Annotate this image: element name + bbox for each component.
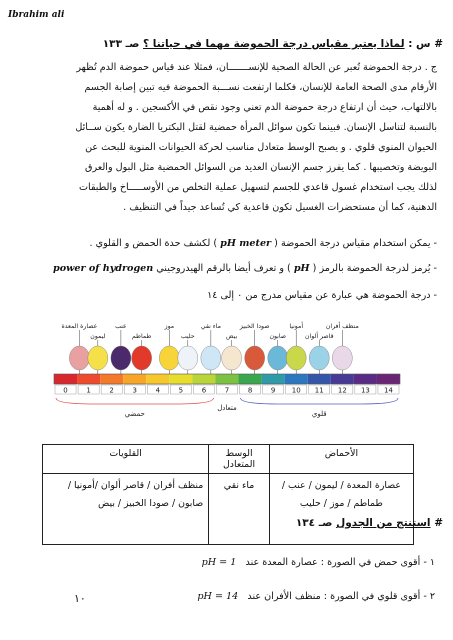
conclude-text: استنتج من الجدول (336, 517, 431, 529)
tick-label: 6 (201, 386, 207, 395)
scale-color-segment (169, 374, 192, 384)
scale-item-label: صودا الخبيز (239, 323, 270, 330)
tick-label: 8 (247, 386, 253, 395)
bullet-ph-meter (17, 238, 437, 249)
tick-label: 11 (314, 386, 324, 395)
scale-color-segment (146, 374, 169, 384)
ph-scale-figure (48, 318, 408, 436)
scale-item-label: ماء نقي (200, 323, 221, 330)
cell-acids: عصارة المعدة / ليمون / عنب / طماطم / موز / حليب (269, 474, 413, 545)
answer-line: لذلك يجب استخدام غسول قاعدي للجسم لتسهيل عملية التخلص من الأوســـــاخ والطبقات (78, 182, 437, 193)
answer-text: ١ - أقوى حمض في الصورة : عصارة المعدة عند (245, 557, 435, 568)
scale-color-segment (354, 374, 377, 384)
answer-line: الحيوان المنوي قلوي . و يصبح الوسط متعادل مناسب لحركة الحيوانات المنوية للبحث عن (85, 142, 437, 153)
tick-label: 5 (178, 386, 184, 395)
scale-item-label: صابون (269, 333, 287, 340)
substance-illustration (88, 346, 108, 370)
scale-color-segment (215, 374, 238, 384)
ph-value: pH = 1 (201, 557, 237, 568)
answer-line: الأرقام مدى الصحة العامة للإنسان، فكلما ارتفعت نســـبة الحموضة فيه تبين إصابة الجسم (84, 82, 437, 93)
bullet-text: ) لكشف حدة الحمض و القلوي . (89, 238, 218, 249)
scale-color-segment (100, 374, 123, 384)
tick-label: 12 (337, 386, 347, 395)
answer-line: البويضة وتخصيبها . كما يفرز جسم الإنسان العديد من السوائل الحمضية مثل البول والعرق (85, 162, 437, 173)
header-acids: الأحماض (269, 445, 413, 474)
answer-line: الدهنية، كما أن مستحضرات الغسيل تكون قاعدية كي تُساعد جيداً في التنظيف . (123, 202, 437, 213)
scale-color-segment (192, 374, 215, 384)
acid-brace (56, 398, 213, 404)
answer-line: بالنسبة لتناسل الإنسان. فبينما تكون سوائل المرأة حمضية لقتل البكتريا الضارة يكون ســائل (75, 122, 437, 133)
header-neutral: الوسط المتعادل (209, 445, 270, 474)
cell-neutral: ماء نقي (209, 474, 270, 545)
scale-color-segment (377, 374, 400, 384)
scale-color-segment (308, 374, 331, 384)
scale-item-label: عصارة المعدة (61, 323, 98, 330)
scale-item-label: طماطم (131, 333, 152, 340)
conclude-page-ref: صـ ١٣٤ (295, 517, 333, 529)
substance-illustration (309, 346, 329, 370)
scale-item-label: أمونيا (289, 323, 304, 330)
base-brace (241, 398, 398, 404)
acid-label: حمضي (124, 410, 145, 418)
bullet-scale-range: - درجة الحموضة هي عبارة عن مقياس مدرج من ٠ إلى ١٤ (207, 290, 437, 301)
answer-paragraph (17, 58, 437, 218)
ph-term: pH (293, 263, 310, 274)
substance-illustration (222, 346, 242, 370)
hash-mark: # (434, 517, 443, 529)
tick-label: 14 (384, 386, 393, 395)
scale-item-label: موز (164, 323, 175, 330)
scale-item-label: قاصر ألوان (304, 333, 334, 340)
bullet-text: - يُرمز لدرجة الحموضة بالرمز ( (312, 263, 437, 274)
scale-color-segment (285, 374, 308, 384)
answer-line: بالالتهاب، حيث أن ارتفاع درجة حموضة الدم تعني وجود نقص في الأكسجين . و له أهمية (92, 102, 437, 113)
tick-label: 4 (155, 386, 161, 395)
conclude-heading (296, 517, 443, 529)
tick-label: 1 (86, 386, 91, 395)
tick-label: 2 (109, 386, 114, 395)
tick-label: 9 (270, 386, 276, 395)
table-row (43, 474, 414, 545)
tick-label: 7 (224, 386, 230, 395)
scale-color-segment (123, 374, 146, 384)
substance-illustration (178, 346, 198, 370)
power-of-hydrogen-term: power of hydrogen (53, 263, 154, 274)
neutral-label: متعادل (217, 404, 237, 412)
hash-mark: # (434, 38, 443, 50)
question-label: س : (408, 38, 431, 50)
bullet-ph-symbol (17, 263, 437, 274)
tick-label: 0 (63, 386, 68, 395)
scale-color-segment (77, 374, 100, 384)
base-label: قلوي (311, 410, 327, 418)
scale-item-label: حليب (180, 333, 195, 340)
substance-illustration (111, 346, 131, 370)
classification-table (42, 444, 414, 545)
tick-label: 13 (360, 386, 370, 395)
answer-line: ج . درجة الحموضة تُعبر عن الحالة الصحية للإنســـــــان، فمثلا عند قياس حموضة الدم تُظهر (76, 62, 437, 73)
substance-illustration (69, 346, 89, 370)
scale-color-segment (54, 374, 77, 384)
answer-text: ٢ - أقوى قلوي في الصورة : منظف الأفران عند (247, 591, 435, 602)
substance-illustration (159, 346, 179, 370)
scale-item-label: منظف أفران (325, 323, 359, 330)
tick-label: 10 (291, 386, 301, 395)
author-name: Ibrahim ali (8, 10, 65, 20)
ph-meter-term: pH meter (220, 238, 272, 249)
bullet-text: - يمكن استخدام مقياس درجة الحموضة ( (274, 238, 437, 249)
question-heading (3, 38, 443, 50)
substance-illustration (245, 346, 265, 370)
ph-value: pH = 14 (197, 591, 239, 602)
scale-color-segment (239, 374, 262, 384)
scale-color-segment (331, 374, 354, 384)
question-page-ref: صـ ١٣٣ (102, 38, 140, 50)
page-number: ١٠ (74, 592, 86, 605)
scale-color-segment (262, 374, 285, 384)
table-header-row (43, 445, 414, 474)
answer-strongest-acid (15, 557, 435, 568)
header-bases: القلويات (43, 445, 209, 474)
tick-label: 3 (132, 386, 137, 395)
scale-item-label: ليمون (90, 333, 106, 340)
question-text: لماذا يعتبر مقياس درجة الحموضة مهما في حياتنا ؟ (143, 38, 405, 50)
substance-illustration (132, 346, 152, 370)
scale-item-label: عنب (115, 323, 127, 330)
bullet-text: ) و تعرف أيضا بالرقم الهيدروجيني (156, 263, 291, 274)
substance-illustration (201, 346, 221, 370)
substance-illustration (332, 346, 352, 370)
substance-illustration (286, 346, 306, 370)
scale-item-label: بيض (226, 333, 238, 340)
cell-bases: منظف أفران / قاصر ألوان /أمونيا / صابون / صودا الخبيز / بيض (43, 474, 209, 545)
substance-illustration (268, 346, 288, 370)
